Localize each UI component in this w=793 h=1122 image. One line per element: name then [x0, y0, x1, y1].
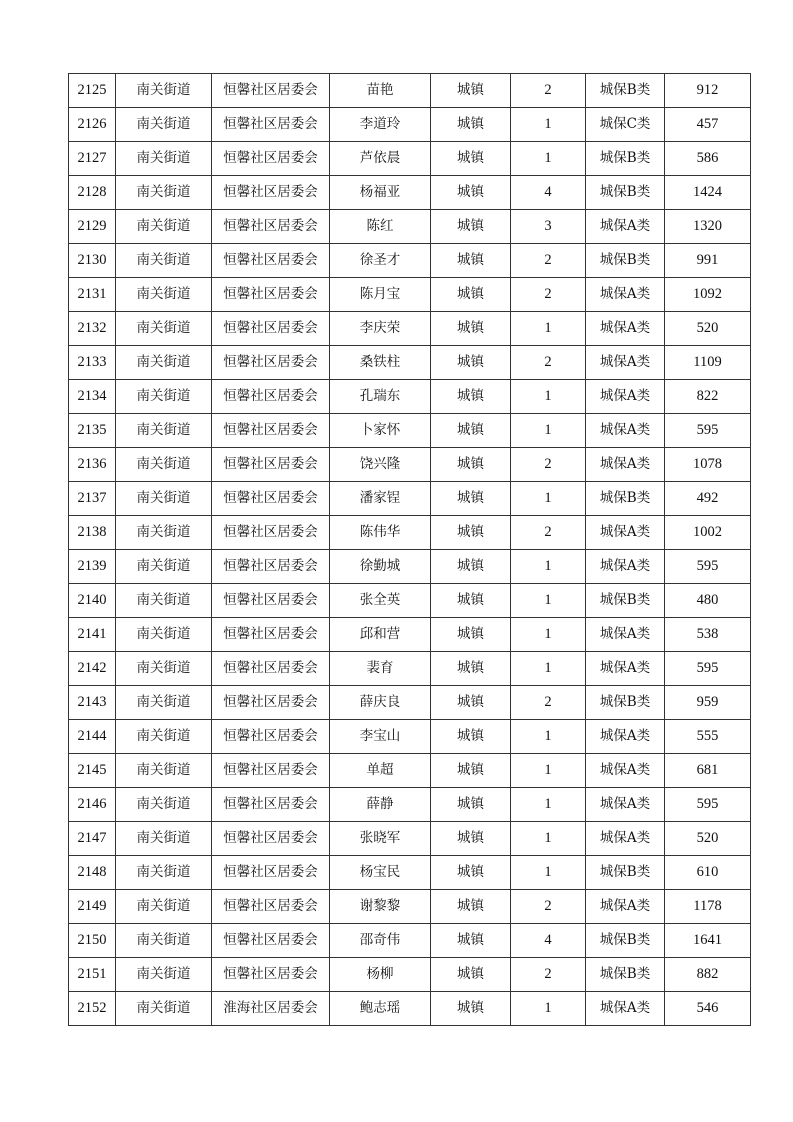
cell-area-type: 城镇 — [431, 822, 511, 856]
cell-street: 南关街道 — [116, 754, 212, 788]
cell-name: 徐勤城 — [330, 550, 431, 584]
cell-household-size: 2 — [511, 346, 586, 380]
cell-area-type: 城镇 — [431, 686, 511, 720]
table-row — [69, 142, 751, 176]
cell-area-type: 城镇 — [431, 278, 511, 312]
table-row — [69, 482, 751, 516]
cell-committee: 恒馨社区居委会 — [212, 822, 330, 856]
table-row — [69, 516, 751, 550]
cell-household-size: 2 — [511, 74, 586, 108]
cell-amount: 1109 — [665, 346, 751, 380]
cell-amount: 546 — [665, 992, 751, 1026]
cell-serial-number: 2128 — [69, 176, 116, 210]
cell-name: 张全英 — [330, 584, 431, 618]
cell-committee: 恒馨社区居委会 — [212, 584, 330, 618]
table-row — [69, 380, 751, 414]
cell-amount: 595 — [665, 550, 751, 584]
cell-category: 城保A类 — [586, 312, 665, 346]
cell-committee: 恒馨社区居委会 — [212, 924, 330, 958]
cell-street: 南关街道 — [116, 108, 212, 142]
cell-category: 城保A类 — [586, 992, 665, 1026]
cell-name: 杨柳 — [330, 958, 431, 992]
cell-street: 南关街道 — [116, 244, 212, 278]
cell-street: 南关街道 — [116, 482, 212, 516]
cell-area-type: 城镇 — [431, 856, 511, 890]
cell-household-size: 4 — [511, 924, 586, 958]
cell-amount: 595 — [665, 788, 751, 822]
cell-household-size: 3 — [511, 210, 586, 244]
cell-amount: 681 — [665, 754, 751, 788]
cell-household-size: 2 — [511, 958, 586, 992]
cell-street: 南关街道 — [116, 856, 212, 890]
cell-serial-number: 2152 — [69, 992, 116, 1026]
cell-serial-number: 2129 — [69, 210, 116, 244]
cell-amount: 1641 — [665, 924, 751, 958]
cell-street: 南关街道 — [116, 176, 212, 210]
cell-committee: 恒馨社区居委会 — [212, 516, 330, 550]
cell-amount: 520 — [665, 822, 751, 856]
cell-amount: 1092 — [665, 278, 751, 312]
cell-serial-number: 2141 — [69, 618, 116, 652]
cell-street: 南关街道 — [116, 992, 212, 1026]
cell-serial-number: 2127 — [69, 142, 116, 176]
table-row — [69, 924, 751, 958]
cell-committee: 恒馨社区居委会 — [212, 448, 330, 482]
cell-serial-number: 2131 — [69, 278, 116, 312]
cell-category: 城保A类 — [586, 754, 665, 788]
cell-committee: 恒馨社区居委会 — [212, 108, 330, 142]
cell-area-type: 城镇 — [431, 346, 511, 380]
cell-household-size: 1 — [511, 312, 586, 346]
cell-street: 南关街道 — [116, 788, 212, 822]
cell-household-size: 1 — [511, 754, 586, 788]
cell-area-type: 城镇 — [431, 516, 511, 550]
cell-committee: 恒馨社区居委会 — [212, 890, 330, 924]
cell-serial-number: 2136 — [69, 448, 116, 482]
cell-committee: 恒馨社区居委会 — [212, 278, 330, 312]
cell-category: 城保A类 — [586, 720, 665, 754]
cell-serial-number: 2143 — [69, 686, 116, 720]
cell-serial-number: 2145 — [69, 754, 116, 788]
table-row — [69, 210, 751, 244]
cell-committee: 恒馨社区居委会 — [212, 720, 330, 754]
cell-amount: 912 — [665, 74, 751, 108]
cell-name: 桑铁柱 — [330, 346, 431, 380]
cell-household-size: 1 — [511, 482, 586, 516]
cell-amount: 822 — [665, 380, 751, 414]
cell-category: 城保A类 — [586, 380, 665, 414]
cell-name: 孔瑞东 — [330, 380, 431, 414]
cell-amount: 610 — [665, 856, 751, 890]
cell-amount: 1320 — [665, 210, 751, 244]
cell-household-size: 1 — [511, 822, 586, 856]
cell-area-type: 城镇 — [431, 74, 511, 108]
cell-name: 邵奇伟 — [330, 924, 431, 958]
table-row — [69, 958, 751, 992]
cell-street: 南关街道 — [116, 550, 212, 584]
cell-area-type: 城镇 — [431, 142, 511, 176]
cell-serial-number: 2138 — [69, 516, 116, 550]
cell-name: 徐圣才 — [330, 244, 431, 278]
cell-committee: 恒馨社区居委会 — [212, 686, 330, 720]
cell-serial-number: 2146 — [69, 788, 116, 822]
cell-household-size: 1 — [511, 550, 586, 584]
cell-household-size: 2 — [511, 890, 586, 924]
cell-committee: 恒馨社区居委会 — [212, 618, 330, 652]
cell-amount: 1178 — [665, 890, 751, 924]
cell-committee: 恒馨社区居委会 — [212, 346, 330, 380]
cell-name: 芦依晨 — [330, 142, 431, 176]
roster-body — [69, 74, 751, 1026]
cell-serial-number: 2137 — [69, 482, 116, 516]
cell-street: 南关街道 — [116, 958, 212, 992]
cell-amount: 1002 — [665, 516, 751, 550]
cell-household-size: 1 — [511, 720, 586, 754]
cell-street: 南关街道 — [116, 584, 212, 618]
cell-committee: 恒馨社区居委会 — [212, 788, 330, 822]
cell-serial-number: 2126 — [69, 108, 116, 142]
cell-household-size: 1 — [511, 788, 586, 822]
cell-area-type: 城镇 — [431, 618, 511, 652]
cell-name: 饶兴隆 — [330, 448, 431, 482]
cell-household-size: 2 — [511, 448, 586, 482]
cell-category: 城保B类 — [586, 74, 665, 108]
cell-category: 城保C类 — [586, 108, 665, 142]
cell-amount: 595 — [665, 652, 751, 686]
cell-serial-number: 2130 — [69, 244, 116, 278]
cell-committee: 恒馨社区居委会 — [212, 380, 330, 414]
cell-committee: 恒馨社区居委会 — [212, 958, 330, 992]
cell-area-type: 城镇 — [431, 924, 511, 958]
cell-street: 南关街道 — [116, 312, 212, 346]
cell-serial-number: 2151 — [69, 958, 116, 992]
cell-committee: 恒馨社区居委会 — [212, 244, 330, 278]
cell-serial-number: 2147 — [69, 822, 116, 856]
cell-street: 南关街道 — [116, 142, 212, 176]
cell-area-type: 城镇 — [431, 108, 511, 142]
cell-category: 城保A类 — [586, 890, 665, 924]
cell-category: 城保B类 — [586, 244, 665, 278]
cell-street: 南关街道 — [116, 822, 212, 856]
cell-amount: 538 — [665, 618, 751, 652]
cell-amount: 991 — [665, 244, 751, 278]
cell-committee: 恒馨社区居委会 — [212, 414, 330, 448]
cell-serial-number: 2148 — [69, 856, 116, 890]
cell-serial-number: 2132 — [69, 312, 116, 346]
cell-category: 城保B类 — [586, 482, 665, 516]
cell-serial-number: 2135 — [69, 414, 116, 448]
cell-name: 李道玲 — [330, 108, 431, 142]
cell-amount: 586 — [665, 142, 751, 176]
cell-committee: 恒馨社区居委会 — [212, 856, 330, 890]
cell-area-type: 城镇 — [431, 788, 511, 822]
cell-amount: 555 — [665, 720, 751, 754]
cell-area-type: 城镇 — [431, 720, 511, 754]
cell-committee: 恒馨社区居委会 — [212, 550, 330, 584]
table-row — [69, 312, 751, 346]
cell-amount: 595 — [665, 414, 751, 448]
cell-committee: 恒馨社区居委会 — [212, 754, 330, 788]
cell-category: 城保A类 — [586, 346, 665, 380]
cell-name: 薛静 — [330, 788, 431, 822]
cell-serial-number: 2140 — [69, 584, 116, 618]
cell-committee: 恒馨社区居委会 — [212, 142, 330, 176]
cell-household-size: 1 — [511, 142, 586, 176]
table-row — [69, 74, 751, 108]
cell-category: 城保B类 — [586, 686, 665, 720]
cell-serial-number: 2150 — [69, 924, 116, 958]
cell-category: 城保A类 — [586, 414, 665, 448]
cell-street: 南关街道 — [116, 686, 212, 720]
cell-category: 城保A类 — [586, 652, 665, 686]
cell-serial-number: 2133 — [69, 346, 116, 380]
cell-name: 鲍志瑶 — [330, 992, 431, 1026]
cell-committee: 恒馨社区居委会 — [212, 210, 330, 244]
cell-street: 南关街道 — [116, 516, 212, 550]
cell-name: 裴育 — [330, 652, 431, 686]
cell-name: 卜家怀 — [330, 414, 431, 448]
table-row — [69, 346, 751, 380]
cell-amount: 1078 — [665, 448, 751, 482]
table-row — [69, 448, 751, 482]
table-row — [69, 618, 751, 652]
cell-street: 南关街道 — [116, 652, 212, 686]
cell-serial-number: 2134 — [69, 380, 116, 414]
cell-area-type: 城镇 — [431, 652, 511, 686]
cell-area-type: 城镇 — [431, 380, 511, 414]
cell-area-type: 城镇 — [431, 482, 511, 516]
cell-area-type: 城镇 — [431, 312, 511, 346]
cell-household-size: 1 — [511, 380, 586, 414]
cell-street: 南关街道 — [116, 720, 212, 754]
cell-committee: 恒馨社区居委会 — [212, 176, 330, 210]
cell-serial-number: 2139 — [69, 550, 116, 584]
cell-area-type: 城镇 — [431, 754, 511, 788]
cell-name: 李宝山 — [330, 720, 431, 754]
cell-area-type: 城镇 — [431, 176, 511, 210]
cell-household-size: 4 — [511, 176, 586, 210]
cell-category: 城保B类 — [586, 958, 665, 992]
cell-name: 邱和营 — [330, 618, 431, 652]
cell-household-size: 1 — [511, 584, 586, 618]
cell-street: 南关街道 — [116, 74, 212, 108]
table-row — [69, 278, 751, 312]
cell-category: 城保B类 — [586, 142, 665, 176]
cell-name: 李庆荣 — [330, 312, 431, 346]
cell-committee: 恒馨社区居委会 — [212, 74, 330, 108]
cell-category: 城保A类 — [586, 788, 665, 822]
table-row — [69, 176, 751, 210]
table-row — [69, 754, 751, 788]
cell-area-type: 城镇 — [431, 890, 511, 924]
cell-serial-number: 2144 — [69, 720, 116, 754]
cell-amount: 1424 — [665, 176, 751, 210]
cell-committee: 恒馨社区居委会 — [212, 482, 330, 516]
cell-name: 杨宝民 — [330, 856, 431, 890]
table-row — [69, 414, 751, 448]
table-row — [69, 244, 751, 278]
cell-name: 薛庆良 — [330, 686, 431, 720]
table-row — [69, 788, 751, 822]
cell-category: 城保A类 — [586, 210, 665, 244]
cell-name: 单超 — [330, 754, 431, 788]
cell-street: 南关街道 — [116, 414, 212, 448]
roster-table — [68, 73, 751, 1026]
cell-household-size: 1 — [511, 618, 586, 652]
cell-area-type: 城镇 — [431, 992, 511, 1026]
cell-amount: 882 — [665, 958, 751, 992]
cell-household-size: 1 — [511, 108, 586, 142]
cell-area-type: 城镇 — [431, 448, 511, 482]
cell-area-type: 城镇 — [431, 244, 511, 278]
cell-category: 城保B类 — [586, 176, 665, 210]
cell-category: 城保B类 — [586, 924, 665, 958]
cell-name: 陈月宝 — [330, 278, 431, 312]
cell-household-size: 1 — [511, 856, 586, 890]
table-row — [69, 856, 751, 890]
cell-household-size: 2 — [511, 516, 586, 550]
table-row — [69, 992, 751, 1026]
cell-street: 南关街道 — [116, 380, 212, 414]
cell-amount: 480 — [665, 584, 751, 618]
cell-amount: 520 — [665, 312, 751, 346]
cell-category: 城保A类 — [586, 822, 665, 856]
cell-category: 城保B类 — [586, 856, 665, 890]
cell-household-size: 2 — [511, 244, 586, 278]
cell-household-size: 1 — [511, 652, 586, 686]
cell-area-type: 城镇 — [431, 550, 511, 584]
cell-category: 城保B类 — [586, 584, 665, 618]
cell-amount: 959 — [665, 686, 751, 720]
cell-household-size: 1 — [511, 992, 586, 1026]
cell-name: 苗艳 — [330, 74, 431, 108]
cell-area-type: 城镇 — [431, 958, 511, 992]
cell-area-type: 城镇 — [431, 210, 511, 244]
cell-amount: 457 — [665, 108, 751, 142]
cell-category: 城保A类 — [586, 618, 665, 652]
cell-street: 南关街道 — [116, 618, 212, 652]
cell-category: 城保A类 — [586, 278, 665, 312]
cell-street: 南关街道 — [116, 924, 212, 958]
cell-category: 城保A类 — [586, 448, 665, 482]
cell-area-type: 城镇 — [431, 414, 511, 448]
cell-name: 潘家锃 — [330, 482, 431, 516]
cell-serial-number: 2125 — [69, 74, 116, 108]
table-row — [69, 108, 751, 142]
cell-category: 城保A类 — [586, 516, 665, 550]
cell-committee: 恒馨社区居委会 — [212, 652, 330, 686]
cell-street: 南关街道 — [116, 278, 212, 312]
cell-household-size: 2 — [511, 278, 586, 312]
cell-name: 杨福亚 — [330, 176, 431, 210]
cell-street: 南关街道 — [116, 346, 212, 380]
cell-street: 南关街道 — [116, 210, 212, 244]
cell-household-size: 1 — [511, 414, 586, 448]
table-row — [69, 822, 751, 856]
cell-category: 城保A类 — [586, 550, 665, 584]
table-row — [69, 686, 751, 720]
cell-amount: 492 — [665, 482, 751, 516]
cell-name: 陈伟华 — [330, 516, 431, 550]
cell-name: 谢黎黎 — [330, 890, 431, 924]
cell-committee: 淮海社区居委会 — [212, 992, 330, 1026]
cell-serial-number: 2142 — [69, 652, 116, 686]
table-row — [69, 550, 751, 584]
cell-committee: 恒馨社区居委会 — [212, 312, 330, 346]
cell-street: 南关街道 — [116, 448, 212, 482]
table-row — [69, 652, 751, 686]
table-row — [69, 890, 751, 924]
cell-serial-number: 2149 — [69, 890, 116, 924]
table-row — [69, 720, 751, 754]
cell-name: 陈红 — [330, 210, 431, 244]
cell-street: 南关街道 — [116, 890, 212, 924]
table-row — [69, 584, 751, 618]
cell-area-type: 城镇 — [431, 584, 511, 618]
cell-name: 张晓军 — [330, 822, 431, 856]
cell-household-size: 2 — [511, 686, 586, 720]
